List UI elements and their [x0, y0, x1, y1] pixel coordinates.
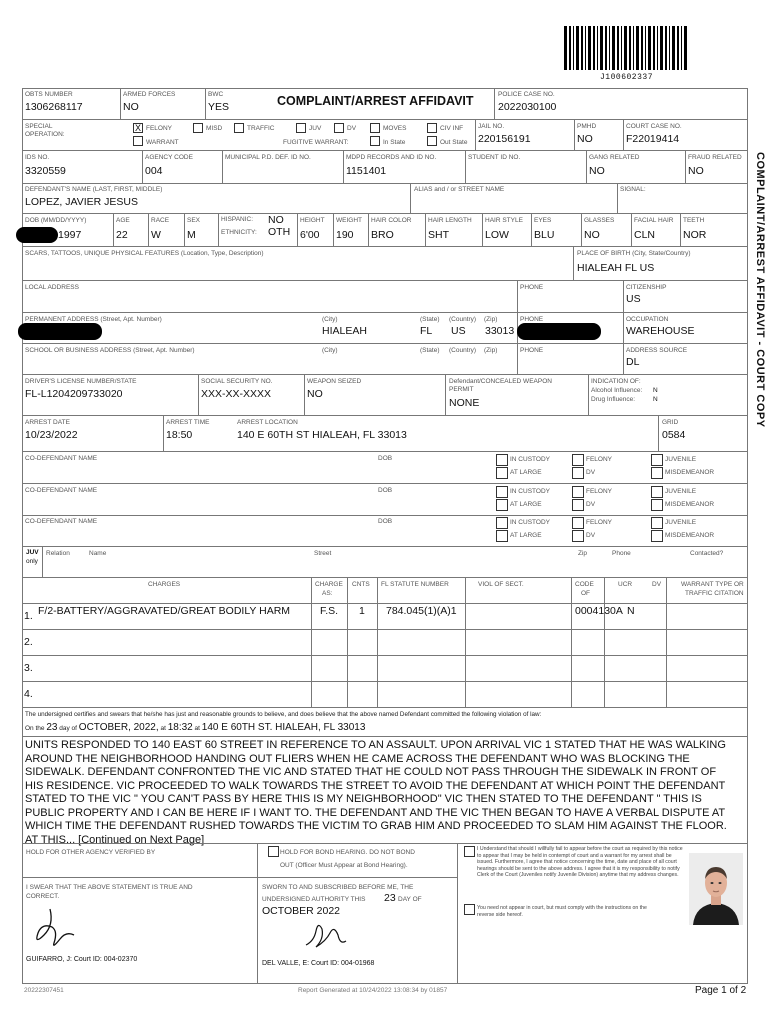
codef-dv-checkbox[interactable] [572, 530, 584, 542]
in-state-label: In State [383, 139, 406, 146]
perm-phone-label: PHONE [520, 316, 544, 323]
ids-value: 3320559 [25, 165, 66, 177]
dob-label: DOB (MM/DD/YYYY) [25, 217, 87, 224]
codef-misdemeanor-label: MISDEMEANOR [665, 501, 715, 508]
misd-checkbox[interactable] [193, 123, 203, 133]
moves-label: MOVES [383, 125, 407, 132]
juv-checkbox[interactable] [296, 123, 306, 133]
school-city-label: (City) [322, 347, 338, 354]
codef-misdemeanor-checkbox[interactable] [651, 530, 663, 542]
eyes-label: EYES [534, 217, 552, 224]
obts-label: OBTS NUMBER [25, 91, 73, 98]
out-officer-label: OUT (Officer Must Appear at Bond Hearing). [280, 862, 408, 869]
sex-value: M [187, 229, 196, 241]
codef-felony-label: FELONY [586, 519, 613, 526]
alcohol-label: Alcohol Influence: [591, 387, 643, 394]
school-phone-label: PHONE [520, 347, 544, 354]
traffic-label: TRAFFIC [247, 125, 275, 132]
indication-label: INDICATION OF: [591, 378, 641, 385]
age-label: AGE [116, 217, 130, 224]
juv-only-label: JUV [26, 549, 39, 556]
def-name-label: DEFENDANT'S NAME (LAST, FIRST, MIDDLE) [25, 186, 163, 193]
hair-color-label: HAIR COLOR [371, 217, 412, 224]
perm-country-value: US [451, 325, 466, 337]
only-label: only [26, 558, 38, 565]
codef-name-label: CO-DEFENDANT NAME [25, 518, 98, 525]
codef-dv-label: DV [586, 469, 596, 476]
codef-juvenile-label: JUVENILE [665, 456, 697, 463]
charge-row-num: 2. [24, 636, 33, 648]
sex-label: SEX [187, 217, 201, 224]
in-custody-label: IN CUSTODY [510, 488, 550, 495]
arrest-date-value: 10/23/2022 [25, 429, 78, 441]
occupation-value: WAREHOUSE [626, 325, 695, 337]
height-value: 6'00 [300, 229, 320, 241]
codef-dob-label: DOB [378, 455, 393, 462]
perm-zip-label: (Zip) [484, 316, 498, 323]
signal-label: SIGNAL: [620, 186, 646, 193]
ssn-value: XXX-XX-XXXX [201, 388, 272, 400]
civ-inf-label: CIV INF [440, 125, 464, 132]
in-custody-checkbox[interactable] [496, 517, 508, 529]
race-value: W [151, 229, 161, 241]
permit-label: PERMIT [449, 386, 474, 393]
arrest-loc-label: ARREST LOCATION [237, 419, 298, 426]
understand-checkbox[interactable] [464, 846, 475, 857]
footer-page: Page 1 of 2 [695, 985, 747, 996]
codef-name-label: CO-DEFENDANT NAME [25, 455, 98, 462]
dl-value: FL-L1204209733020 [25, 388, 123, 400]
phone2-label: Phone [612, 550, 631, 557]
glasses-label: GLASSES [584, 217, 615, 224]
arrest-time-value: 18:50 [166, 429, 193, 441]
bwc-label: BWC [208, 91, 224, 98]
hold-bond-checkbox[interactable] [268, 846, 279, 857]
armed-value: NO [123, 101, 139, 113]
dv-label: DV [347, 125, 357, 132]
viol-label: VIOL OF SECT. [478, 581, 524, 588]
charge-as: F.S. [320, 605, 339, 617]
violation-day: 23 [46, 722, 58, 733]
at-large-label: AT LARGE [510, 532, 542, 539]
obts-value: 1306268117 [25, 101, 83, 113]
scars-label: SCARS, TATTOOS, UNIQUE PHYSICAL FEATURES (Location, Type, Description) [25, 250, 264, 257]
need-not-checkbox[interactable] [464, 904, 475, 915]
weight-label: WEIGHT [336, 217, 362, 224]
codef-felony-checkbox[interactable] [572, 486, 584, 498]
codef-dv-label: DV [586, 501, 596, 508]
hispanic-label: HISPANIC: [221, 216, 254, 223]
weapon-label: WEAPON SEIZED [307, 378, 362, 385]
dv3-label: DV [652, 581, 662, 588]
notary-signature [300, 915, 350, 955]
misd-label: MISD [206, 125, 223, 132]
warrant-type-label: WARRANT TYPE OR [681, 581, 744, 588]
fugitive-label: FUGITIVE WARRANT: [283, 139, 349, 146]
sworn-month: OCTOBER 2022 [262, 905, 341, 917]
hair-color-value: BRO [371, 229, 394, 241]
perm-addr-label: PERMANENT ADDRESS (Street, Apt. Number) [25, 316, 162, 323]
form-title: COMPLAINT/ARREST AFFIDAVIT [277, 94, 474, 108]
arrest-date-label: ARREST DATE [25, 419, 70, 426]
fraud-value: NO [688, 165, 704, 177]
codef-felony-checkbox[interactable] [572, 517, 584, 529]
school-zip-label: (Zip) [484, 347, 498, 354]
teeth-value: NOR [683, 229, 707, 241]
mdpd-label: MDPD RECORDS AND ID NO. [346, 154, 437, 161]
barcode [562, 26, 692, 70]
violation-month: OCTOBER, 2022, [78, 722, 159, 733]
codef-juvenile-checkbox[interactable] [651, 454, 663, 466]
code-of2-label: OF [581, 590, 591, 597]
def-name-value: LOPEZ, JAVIER JESUS [25, 196, 139, 208]
hold-other-label: HOLD FOR OTHER AGENCY VERIFIED BY [26, 849, 156, 856]
drug-label: Drug Influence: [591, 396, 636, 403]
ssn-label: SOCIAL SECURITY NO. [201, 378, 273, 385]
correct-label: CORRECT. [26, 893, 60, 900]
bwc-value: YES [208, 101, 230, 113]
footer-id: 20222307451 [24, 987, 64, 994]
street-label: Street [314, 550, 332, 557]
ucr-label: UCR [618, 581, 633, 588]
barcode-number: J100602337 [600, 73, 654, 82]
codef-misdemeanor-label: MISDEMEANOR [665, 469, 715, 476]
warrant-checkbox[interactable] [133, 136, 143, 146]
need-not-text: You need not appear in court, but must comply with the instructions on the reverse side hereof. [477, 905, 647, 918]
codef-name-label: CO-DEFENDANT NAME [25, 487, 98, 494]
zip2-label: Zip [578, 550, 588, 557]
school-addr-label: SCHOOL OR BUSINESS ADDRESS (Street, Apt. Number) [25, 347, 195, 354]
codef-felony-label: FELONY [586, 456, 613, 463]
facial-hair-value: CLN [634, 229, 656, 241]
charge-ucr: 0004130A [575, 605, 623, 617]
violation-line [25, 722, 365, 733]
traffic-citation-label: TRAFFIC CITATION [685, 590, 744, 597]
concealed-label: Defendant/CONCEALED WEAPON [449, 378, 552, 385]
eyes-value: BLU [534, 229, 555, 241]
charge-counts: 1 [359, 605, 365, 617]
addr-source-label: ADDRESS SOURCE [626, 347, 688, 354]
at-large-label: AT LARGE [510, 469, 542, 476]
agency-value: 004 [145, 165, 163, 177]
statute-label: FL STATUTE NUMBER [381, 581, 449, 588]
ids-label: IDS NO. [25, 154, 50, 161]
codef-misdemeanor-checkbox[interactable] [651, 467, 663, 479]
pmhd-label: PMHD [577, 123, 597, 130]
narrative-text: UNITS RESPONDED TO 140 EAST 60 STREET IN REFERENCE TO AN ASSAULT. UPON ARRIVAL VIC 1 STATED THAT HE WAS WALKING AROUND THE NEIGHBORHOOD HANDING OUT FLIERS WHEN HE CAME ACROSS THE DEFENDANT WHO WAS BLOCKING THE SIDEWALK. DEFENDANT CONFRONTED THE VIC AND STATED THAT HE COULD NOT PASS THROUGH THE SIDEWALK IN FRONT OF HIS RESIDENCE. VIC PROCEEDED TO WALK TOWARDS THE STREET TO AVOID THE DEFENDANT AT WHICH POINT THE DEFENDANT STATED TO THE VIC " YOU CAN'T PASS BY HERE THIS IS MY NEIGHBORHOOD" VIC THEN STATED TO THE DEFENDANT " THIS IS PUBLIC PROPERTY AND I CAN BE HERE IF I WANT TO. THE DEFENDANT AND THE VIC THEN BEGAN TO HAVE A VERBAL DISPUTE AT WHICH TIME THE DEFENDANT RUSHED TOWARDS THE VICTIM TO GRAB HIM AND PROCEEDED TO SLAM HIM AGAINST THE FLOOR. AT THIS... [Continued on Next Page] [25, 739, 727, 846]
charge-statute: 784.045(1)(A)1 [386, 605, 457, 617]
codef-juvenile-label: JUVENILE [665, 519, 697, 526]
out-state-label: Out State [440, 139, 468, 146]
hair-length-label: HAIR LENGTH [428, 217, 472, 224]
charge-description: F/2-BATTERY/AGGRAVATED/GREAT BODILY HARM [38, 605, 291, 617]
at-large-label: AT LARGE [510, 501, 542, 508]
codef-felony-checkbox[interactable] [572, 454, 584, 466]
civ-inf-checkbox[interactable] [427, 123, 437, 133]
violation-location: 140 E 60TH ST. HIALEAH, FL 33013 [201, 722, 366, 733]
codef-dob-label: DOB [378, 487, 393, 494]
arrest-loc-value: 140 E 60TH ST HIALEAH, FL 33013 [237, 429, 407, 441]
charge-row-num: 4. [24, 688, 33, 700]
charge-as2-label: AS: [322, 590, 333, 597]
perm-city-label: (City) [322, 316, 338, 323]
in-state-checkbox[interactable] [370, 136, 380, 146]
felony-checkbox[interactable]: X [134, 123, 141, 133]
at-label-2: at [194, 725, 200, 732]
municipal-label: MUNICIPAL P.D. DEF. ID NO. [225, 154, 311, 161]
day-of2-label: DAY OF [398, 896, 422, 903]
at-large-checkbox[interactable] [496, 499, 508, 511]
undersigned-label: UNDERSIGNED AUTHORITY THIS [262, 896, 366, 903]
notary-signature-name: DEL VALLE, E: Court ID: 004-01968 [262, 960, 375, 967]
charge-as-label: CHARGE [315, 581, 343, 588]
age-value: 22 [116, 229, 128, 241]
court-case-value: F22019414 [626, 133, 680, 145]
moves-checkbox[interactable] [370, 123, 380, 133]
hair-style-value: LOW [485, 229, 509, 241]
citizenship-value: US [626, 293, 641, 305]
alias-label: ALIAS and / or STREET NAME [414, 186, 505, 193]
violation-time: 18:32 [167, 722, 193, 733]
charge-row-num: 3. [24, 662, 33, 674]
in-custody-label: IN CUSTODY [510, 456, 550, 463]
alcohol-value: N [653, 387, 658, 394]
codef-juvenile-label: JUVENILE [665, 488, 697, 495]
perm-phone-redaction [517, 323, 601, 340]
arrest-time-label: ARREST TIME [166, 419, 210, 426]
dob-value: 1997 [58, 229, 82, 241]
in-custody-checkbox[interactable] [496, 486, 508, 498]
school-country-label: (Country) [449, 347, 477, 354]
jail-no-label: JAIL NO. [478, 123, 505, 130]
codef-dv-checkbox[interactable] [572, 467, 584, 479]
court-case-label: COURT CASE NO. [626, 123, 682, 130]
perm-state-label: (State) [420, 316, 440, 323]
at-label-1: at [160, 725, 166, 732]
facial-hair-label: FACIAL HAIR [634, 217, 674, 224]
warrant-label: WARRANT [146, 139, 179, 146]
charge-row-num: 1. [24, 610, 33, 622]
swear-label: I SWEAR THAT THE ABOVE STATEMENT IS TRUE AND [26, 884, 193, 891]
student-label: STUDENT ID NO. [468, 154, 521, 161]
dv-checkbox[interactable] [334, 123, 344, 133]
code-of-label: CODE [575, 581, 594, 588]
dl-label: DRIVER'S LICENSE NUMBER/STATE [25, 378, 137, 385]
codef-misdemeanor-label: MISDEMEANOR [665, 532, 715, 539]
special-label: SPECIAL [25, 123, 53, 130]
weapon-value: NO [307, 388, 323, 400]
juv-label: JUV [309, 125, 322, 132]
grid-label: GRID [662, 419, 679, 426]
dob-redaction [16, 227, 58, 243]
school-state-label: (State) [420, 347, 440, 354]
perm-city-value: HIALEAH [322, 325, 367, 337]
race-label: RACE [151, 217, 170, 224]
codef-dob-label: DOB [378, 518, 393, 525]
charge-dv: N [627, 605, 635, 617]
pob-label: PLACE OF BIRTH (City, State/Country) [577, 250, 691, 257]
person-photo-icon [689, 853, 743, 925]
codef-misdemeanor-checkbox[interactable] [651, 499, 663, 511]
ethnicity-value: OTH [268, 226, 291, 238]
charges-label: CHARGES [148, 581, 181, 588]
certify-text: The undersigned certifies and swears that he/she has just and reasonable grounds to believe, and does believe that the above named Defendant committed the following violation of law: [25, 711, 542, 718]
pob-value: HIALEAH FL US [577, 262, 655, 274]
teeth-label: TEETH [683, 217, 705, 224]
addr-source-value: DL [626, 356, 640, 368]
hold-bond-label: HOLD FOR BOND HEARING. DO NOT BOND [280, 849, 415, 856]
mdpd-value: 1151401 [346, 165, 387, 177]
hair-length-value: SHT [428, 229, 449, 241]
understand-text: I Understand that should I willfully fail to appear before the court as required by this notice to appear that I may be held in contempt of court and a warrant for my arrest shall be issued. Furthermore, I agree that notice concerning the time, date and place of all court hearings should be sent to the above address. I agree that it is my responsibility to notify Clerk of the Court (Juveniles notify Juvenile Division) anytime that my address changes. [477, 846, 683, 878]
citizenship-label: CITIZENSHIP [626, 284, 667, 291]
traffic-checkbox[interactable] [234, 123, 244, 133]
on-the-label: On the [25, 725, 45, 732]
officer-signature [30, 905, 80, 951]
out-state-checkbox[interactable] [427, 136, 437, 146]
name-label: Name [89, 550, 107, 557]
height-label: HEIGHT [300, 217, 325, 224]
officer-signature-name: GUIFARRO, J: Court ID: 004-02370 [26, 956, 138, 963]
codef-felony-label: FELONY [586, 488, 613, 495]
codef-dv-checkbox[interactable] [572, 499, 584, 511]
ethnicity-label: ETHNICITY: [221, 229, 257, 236]
cnts-label: CNTS [352, 581, 370, 588]
side-title: COMPLAINT/ARREST AFFIDAVIT - COURT COPY [754, 152, 766, 428]
police-case-value: 2022030100 [498, 101, 557, 113]
police-case-label: POLICE CASE NO. [498, 91, 555, 98]
codef-juvenile-checkbox[interactable] [651, 486, 663, 498]
weight-value: 190 [336, 229, 354, 241]
agency-label: AGENCY CODE [145, 154, 193, 161]
contacted-label: Contacted? [690, 550, 724, 557]
drug-value: N [653, 396, 658, 403]
operation-label: OPERATION: [25, 131, 65, 138]
in-custody-checkbox[interactable] [496, 454, 508, 466]
day-of-label: day of [59, 725, 77, 732]
grid-value: 0584 [662, 429, 686, 441]
gang-value: NO [589, 165, 605, 177]
gang-label: GANG RELATED [589, 154, 640, 161]
codef-juvenile-checkbox[interactable] [651, 517, 663, 529]
relation-label: Relation [46, 550, 70, 557]
at-large-checkbox[interactable] [496, 530, 508, 542]
fraud-label: FRAUD RELATED [688, 154, 742, 161]
codef-dv-label: DV [586, 532, 596, 539]
hair-style-label: HAIR STYLE [485, 217, 523, 224]
hispanic-value: NO [268, 214, 284, 226]
felony-label: FELONY [146, 125, 173, 132]
armed-label: ARMED FORCES [123, 91, 176, 98]
local-addr-label: LOCAL ADDRESS [25, 284, 79, 291]
footer-generated: Report Generated at 10/24/2022 13:08:34 by 01857 [298, 987, 448, 994]
sworn-label: SWORN TO AND SUBSCRIBED BEFORE ME, THE [262, 884, 414, 891]
pmhd-value: NO [577, 133, 593, 145]
local-phone-label: PHONE [520, 284, 544, 291]
perm-zip-value: 33013 [485, 325, 515, 337]
glasses-value: NO [584, 229, 600, 241]
concealed-value: NONE [449, 397, 480, 409]
perm-state-value: FL [420, 325, 433, 337]
defendant-photo [689, 853, 743, 925]
sworn-day: 23 [384, 892, 396, 904]
at-large-checkbox[interactable] [496, 467, 508, 479]
jail-no-value: 220156191 [478, 133, 531, 145]
perm-addr-redaction [18, 323, 102, 340]
perm-country-label: (Country) [449, 316, 477, 323]
in-custody-label: IN CUSTODY [510, 519, 550, 526]
occupation-label: OCCUPATION [626, 316, 669, 323]
